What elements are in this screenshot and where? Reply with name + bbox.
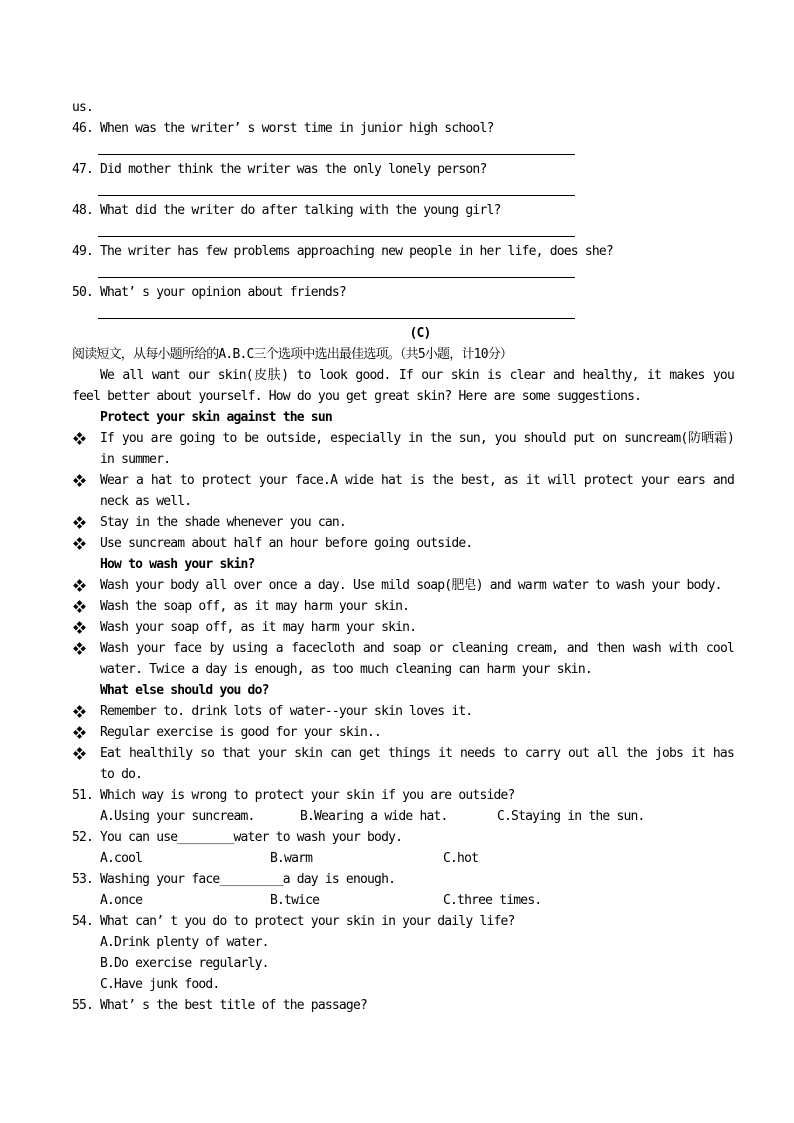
question-number: 55. bbox=[72, 998, 94, 1013]
bullet-text: Remember to. drink lots of water--your skin loves it. bbox=[100, 704, 473, 719]
option-item[interactable]: A.Using your suncream. bbox=[100, 809, 255, 824]
question-row bbox=[72, 827, 734, 848]
question-number: 50. bbox=[72, 285, 94, 300]
diamond-bullet-icon bbox=[73, 600, 86, 613]
bullet-item bbox=[72, 428, 734, 470]
question-text: What can’ t you do to protect your skin in your daily life? bbox=[100, 914, 515, 929]
bullet-item bbox=[72, 701, 734, 722]
question-row bbox=[72, 282, 734, 303]
bullet-item bbox=[72, 617, 734, 638]
question-number: 52. bbox=[72, 830, 94, 845]
options-row bbox=[72, 890, 734, 911]
diamond-bullet-icon bbox=[73, 621, 86, 634]
bullet-item bbox=[72, 743, 734, 785]
question-row bbox=[72, 869, 734, 890]
diamond-bullet-icon bbox=[73, 474, 86, 487]
option-item[interactable]: C.Staying in the sun. bbox=[497, 809, 645, 824]
passage-heading: How to wash your skin? bbox=[100, 557, 255, 572]
bullet-text: Use suncream about half an hour before going outside. bbox=[100, 536, 473, 551]
bullet-item bbox=[72, 722, 734, 743]
bullet-item bbox=[72, 512, 734, 533]
diamond-bullet-icon bbox=[73, 579, 86, 592]
question-number: 54. bbox=[72, 914, 94, 929]
question-row bbox=[72, 785, 734, 806]
question-text: When was the writer’ s worst time in junior high school? bbox=[100, 121, 494, 136]
question-row bbox=[72, 995, 734, 1016]
question-number: 47. bbox=[72, 162, 94, 177]
option-item[interactable]: B.Wearing a wide hat. bbox=[300, 809, 448, 824]
option-item[interactable]: A.once bbox=[100, 893, 143, 908]
question-text: What did the writer do after talking with the young girl? bbox=[100, 203, 501, 218]
text-line: us. bbox=[72, 100, 94, 115]
question-text: What’ s the best title of the passage? bbox=[100, 998, 368, 1013]
question-number: 53. bbox=[72, 872, 94, 887]
question-text: Washing your face_________a day is enough. bbox=[100, 872, 396, 887]
bullet-item bbox=[72, 533, 734, 554]
bullet-item bbox=[72, 470, 734, 512]
option-item[interactable]: B.warm bbox=[270, 851, 313, 866]
option-line[interactable]: A.Drink plenty of water. bbox=[100, 935, 269, 950]
bullet-text: Wash the soap off, as it may harm your skin. bbox=[100, 599, 410, 614]
question-row bbox=[72, 159, 734, 180]
diamond-bullet-icon bbox=[73, 726, 86, 739]
answer-line[interactable] bbox=[98, 139, 575, 155]
question-text: What’ s your opinion about friends? bbox=[100, 285, 346, 300]
option-item[interactable]: C.three times. bbox=[443, 893, 542, 908]
bullet-text: Eat healthily so that your skin can get things it needs to carry out all the jobs it has to do. bbox=[100, 746, 734, 782]
question-row bbox=[72, 200, 734, 221]
answer-line[interactable] bbox=[98, 180, 575, 196]
question-number: 46. bbox=[72, 121, 94, 136]
bullet-text: Wear a hat to protect your face.A wide hat is the best, as it will protect your ears and neck as well. bbox=[100, 473, 734, 509]
bullet-text: Wash your body all over once a day. Use mild soap(肥皂) and warm water to wash your body. bbox=[100, 578, 722, 593]
option-item[interactable]: B.twice bbox=[270, 893, 320, 908]
diamond-bullet-icon bbox=[73, 537, 86, 550]
bullet-item bbox=[72, 638, 734, 680]
passage-paragraph: We all want our skin(皮肤) to look good. If our skin is clear and healthy, it makes you feel better about yourself. How do you get great skin? Here are some suggestions. bbox=[72, 368, 734, 404]
answer-line[interactable] bbox=[98, 221, 575, 237]
question-row bbox=[72, 911, 734, 932]
question-text: The writer has few problems approaching new people in her life, does she? bbox=[100, 244, 613, 259]
question-number: 48. bbox=[72, 203, 94, 218]
bullet-text: Regular exercise is good for your skin.. bbox=[100, 725, 382, 740]
section-label: (C) bbox=[409, 326, 431, 341]
bullet-item bbox=[72, 596, 734, 617]
bullet-text: If you are going to be outside, especially in the sun, you should put on suncream(防晒霜) in summer. bbox=[100, 431, 734, 467]
question-number: 51. bbox=[72, 788, 94, 803]
diamond-bullet-icon bbox=[73, 516, 86, 529]
diamond-bullet-icon bbox=[73, 705, 86, 718]
question-text: You can use________water to wash your body. bbox=[100, 830, 403, 845]
option-item[interactable]: A.cool bbox=[100, 851, 143, 866]
passage-heading: Protect your skin against the sun bbox=[100, 410, 332, 425]
answer-line[interactable] bbox=[98, 303, 575, 319]
diamond-bullet-icon bbox=[73, 747, 86, 760]
options-row bbox=[72, 806, 734, 827]
question-text: Did mother think the writer was the only lonely person? bbox=[100, 162, 487, 177]
bullet-text: Wash your face by using a facecloth and soap or cleaning cream, and then wash with cool water. Twice a day is enough, as too much cleaning can harm your skin. bbox=[100, 641, 734, 677]
option-line[interactable]: C.Have junk food. bbox=[100, 977, 220, 992]
option-item[interactable]: C.hot bbox=[443, 851, 479, 866]
question-number: 49. bbox=[72, 244, 94, 259]
options-row bbox=[72, 848, 734, 869]
bullet-item bbox=[72, 575, 734, 596]
diamond-bullet-icon bbox=[73, 432, 86, 445]
question-text: Which way is wrong to protect your skin if you are outside? bbox=[100, 788, 515, 803]
passage-heading: What else should you do? bbox=[100, 683, 269, 698]
answer-line[interactable] bbox=[98, 262, 575, 278]
text-line: 阅读短文，从每小题所给的A.B.C三个选项中选出最佳选项。（共5小题，计10分） bbox=[72, 347, 513, 362]
question-row bbox=[72, 241, 734, 262]
bullet-text: Wash your soap off, as it may harm your skin. bbox=[100, 620, 417, 635]
option-line[interactable]: B.Do exercise regularly. bbox=[100, 956, 269, 971]
question-row bbox=[72, 118, 734, 139]
diamond-bullet-icon bbox=[73, 642, 86, 655]
document-content bbox=[72, 97, 734, 1016]
bullet-text: Stay in the shade whenever you can. bbox=[100, 515, 346, 530]
